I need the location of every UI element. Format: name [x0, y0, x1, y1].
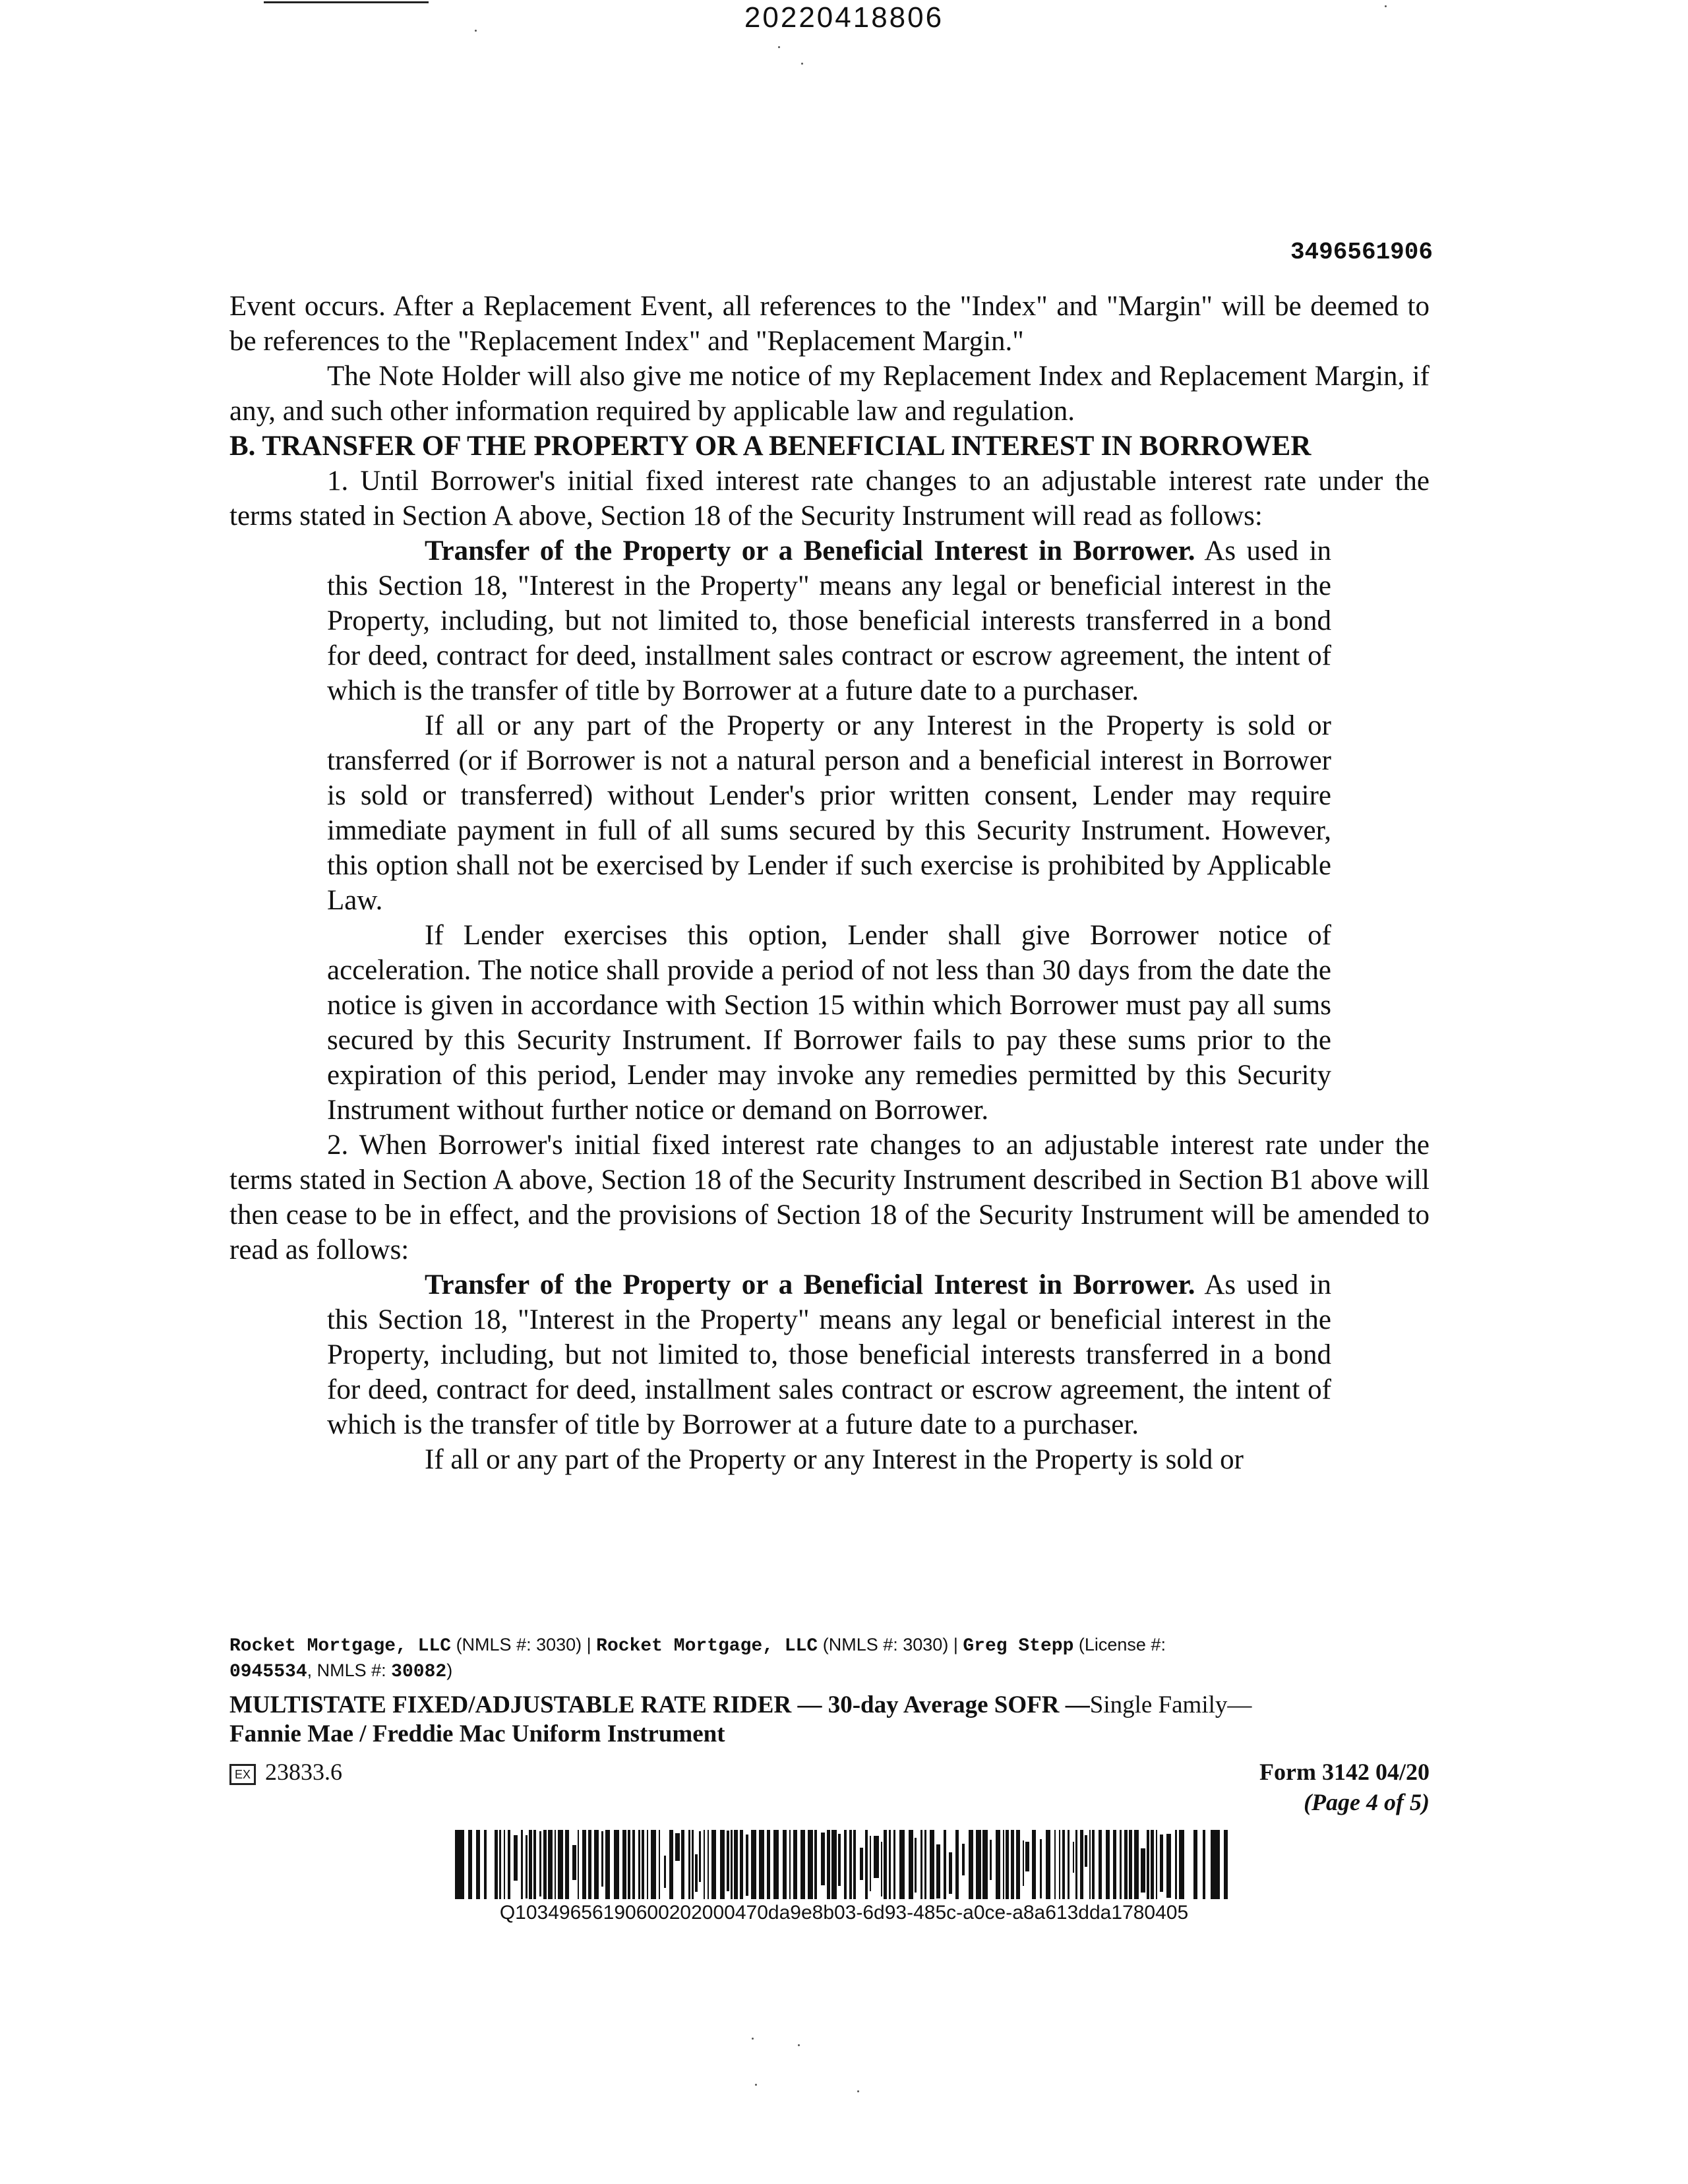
- quote-title: Transfer of the Property or a Beneficial Interest in Borrower.: [425, 535, 1195, 566]
- loan-officer: Greg Stepp: [963, 1636, 1074, 1656]
- lender-name: Rocket Mortgage, LLC: [596, 1636, 818, 1656]
- section-heading-b: B. TRANSFER OF THE PROPERTY OR A BENEFICIAL INTEREST IN BORROWER: [229, 431, 1311, 462]
- form-title: [229, 1691, 1430, 1749]
- document-body: [229, 289, 1430, 1477]
- scan-speck: [755, 2084, 757, 2086]
- quote-paragraph: [327, 533, 1331, 708]
- page-number: (Page 4 of 5): [1304, 1789, 1430, 1815]
- ellie-code-number: 23833.6: [265, 1759, 342, 1785]
- quote-text: As used in this Section 18, "Interest in the Property" means any legal or beneficial interest in the Property, including, but not limited to, those beneficial interests transferred in a bond for deed, contract for deed, installment sales contract or escrow agreement, the intent of which is the transfer of title by Borrower at a future date to a purchaser.: [327, 535, 1332, 706]
- quoted-section-18-second: [327, 1267, 1331, 1477]
- quote-paragraph-acceleration: If Lender exercises this option, Lender shall give Borrower notice of acceleration. The notice shall provide a period of not less than 30 days from the date the notice is given in accordance with Section 15 within which Borrower must pay all sums secured by this Security Instrument. If Borrower fails to pay these sums prior to the expiration of this period, Lender may invoke any remedies permitted by this Security Instrument without further notice or demand on Borrower.: [327, 920, 1331, 1126]
- officer-nmls-label: , NMLS #:: [307, 1660, 392, 1680]
- scan-speck: [778, 46, 780, 48]
- scan-speck: [857, 2090, 859, 2092]
- scan-speck: [801, 63, 803, 65]
- paragraph-replacement-event: Event occurs. After a Replacement Event, all references to the "Index" and "Margin" will be deemed to be references to the "Replacement Index" and "Replacement Margin.": [229, 291, 1430, 357]
- paragraph-notice: The Note Holder will also give me notice of my Replacement Index and Replacement Margin, if any, and such other information required by applicable law and regulation.: [229, 361, 1430, 427]
- license-label: (License #:: [1073, 1635, 1166, 1654]
- recording-number: 20220418806: [744, 1, 944, 34]
- quote-title: Transfer of the Property or a Beneficial Interest in Borrower.: [425, 1269, 1195, 1300]
- quote-text: As used in this Section 18, "Interest in the Property" means any legal or beneficial interest in the Property, including, but not limited to, those beneficial interests transferred in a bond for deed, contract for deed, installment sales contract or escrow agreement, the intent of which is the transfer of title by Borrower at a future date to a purchaser.: [327, 1269, 1332, 1440]
- scan-speck: [752, 2038, 754, 2040]
- barcode: [455, 1830, 1233, 1899]
- quote-paragraph-sale-partial: If all or any part of the Property or any Interest in the Property is sold or: [425, 1444, 1244, 1475]
- license-number: 0945534: [229, 1662, 307, 1682]
- lender-nmls: (NMLS #: 3030) |: [451, 1635, 597, 1654]
- paragraph-b2: 2. When Borrower's initial fixed interest rate changes to an adjustable interest rate under the terms stated in Section A above, Section 18 of the Security Instrument described in Section B1 above will then cease to be in effect, and the provisions of Section 18 of the Security Instrument will be amended to read as follows:: [229, 1130, 1430, 1265]
- form-title-line-1: MULTISTATE FIXED/ADJUSTABLE RATE RIDER — 30-day Average SOFR —: [229, 1691, 1090, 1718]
- lender-nmls: (NMLS #: 3030) |: [818, 1635, 963, 1654]
- form-title-line-2: Fannie Mae / Freddie Mac Uniform Instrument: [229, 1720, 725, 1747]
- loan-number: 3496561906: [1290, 239, 1433, 266]
- lender-info: [229, 1633, 1430, 1684]
- scan-speck: [1385, 5, 1387, 7]
- ellie-code: [229, 1758, 342, 1786]
- officer-nmls: 30082: [391, 1662, 447, 1682]
- quote-paragraph: [327, 1267, 1331, 1442]
- form-id-row: [229, 1755, 1430, 1815]
- ellie-logo-icon: EX: [229, 1764, 256, 1785]
- scan-speck: [798, 2044, 800, 2046]
- quote-paragraph-sale: If all or any part of the Property or any Interest in the Property is sold or transferred (or if Borrower is not a natural person and a beneficial interest in Borrower is sold or transferred) without Lender's prior written consent, Lender may require immediate payment in full of all sums secured by this Security Instrument. However, this option shall not be exercised by Lender if such exercise is prohibited by Applicable Law.: [327, 710, 1331, 916]
- paragraph-b1: 1. Until Borrower's initial fixed interest rate changes to an adjustable interest rate under the terms stated in Section A above, Section 18 of the Security Instrument will read as follows:: [229, 466, 1430, 531]
- scan-speck: [475, 30, 477, 32]
- officer-nmls-close: ): [446, 1660, 453, 1680]
- barcode-text: Q10349656190600202000470da9e8b03-6d93-485c-a0ce-a8a613dda1780405: [499, 1902, 1189, 1924]
- quoted-section-18-first: [327, 533, 1331, 1128]
- lender-name: Rocket Mortgage, LLC: [229, 1636, 452, 1656]
- page-footer: [229, 1633, 1430, 1815]
- form-title-family: Single Family—: [1089, 1691, 1252, 1718]
- form-number: Form 3142 04/20: [1259, 1759, 1430, 1785]
